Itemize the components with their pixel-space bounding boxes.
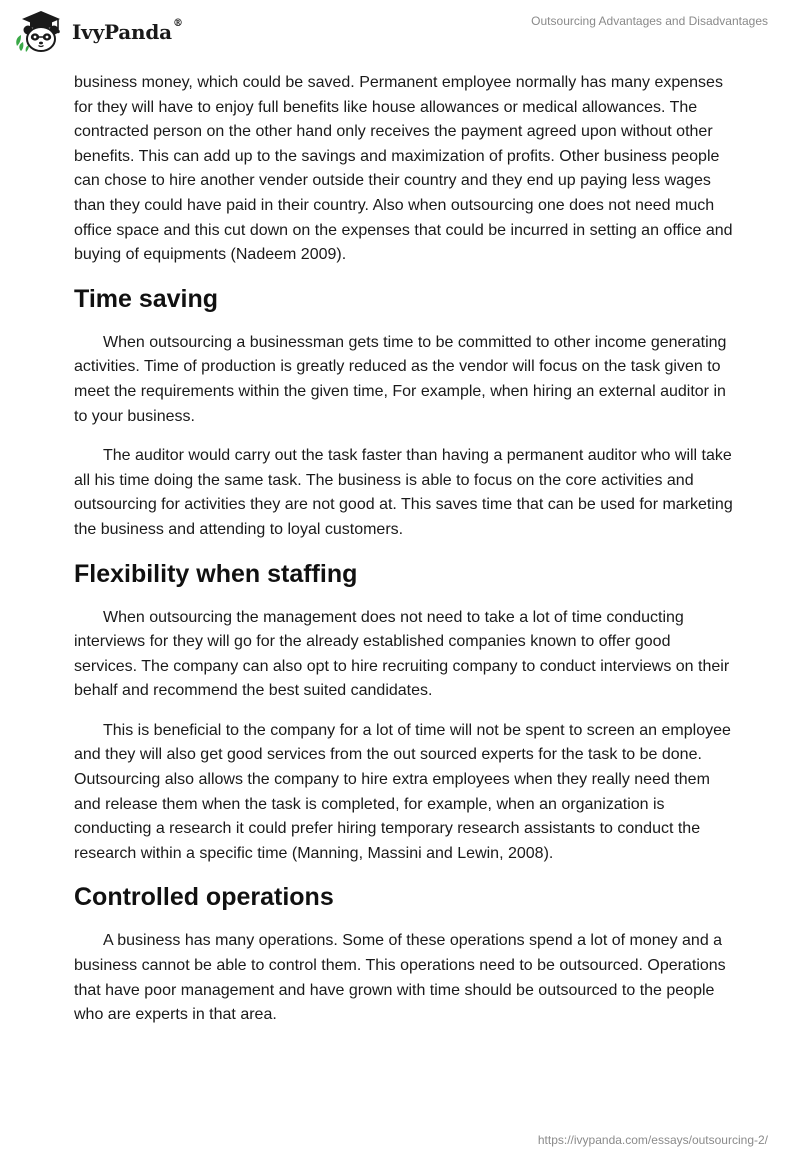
intro-paragraph: business money, which could be saved. Permanent employee normally has many expenses for they will have to enjoy full benefits like house allowances or medical allowances. The contracted person on the other hand only receives the payment agreed upon without other benefits. This can add up to the savings and maximization of profits. Other business people can chose to hire another vender outside their country and they end up paying less wages than they could have paid in their country. Also when outsourcing one does not need much office space and this cut down on the expenses that could be incurred in setting an office and buying of equipments (Nadeem 2009). xyxy=(74,74,733,264)
document-title: Outsourcing Advantages and Disadvantages xyxy=(531,14,768,28)
paragraph: When outsourcing a businessman gets time to be committed to other income generating activities. Time of production is greatly reduced as the vendor will focus on the task given to meet the requirements within the given time, For example, when hiring an external auditor in to your business. xyxy=(74,333,727,425)
panda-graduate-icon xyxy=(14,8,66,54)
page-header xyxy=(0,0,800,60)
section-heading-flexibility: Flexibility when staffing xyxy=(74,559,358,588)
logo-text: IvyPanda® xyxy=(72,18,183,44)
registered-mark: ® xyxy=(172,18,183,29)
paragraph: A business has many operations. Some of these operations spend a lot of money and a business cannot be able to control them. This operations need to be outsourced. Operations that have poor management and have grown with time should be outsourced to the people who are experts in that area. xyxy=(74,932,726,1024)
essay-content xyxy=(74,71,734,1043)
paragraph: When outsourcing the management does not need to take a lot of time conducting interviews for they will go for the already established companies known to offer good services. The company can also opt to hire recruiting company to conduct interviews on their behalf and recommend the best suited candidates. xyxy=(74,608,730,700)
ivypanda-logo[interactable] xyxy=(14,8,183,54)
paragraph: This is beneficial to the company for a lot of time will not be spent to screen an employee and they will also get good services from the out sourced experts for the task to be done. Outsourcing also allows the company to hire extra employees when they really need them and release them when the task is completed, for example, when an organization is conducting a research it could prefer hiring temporary research assistants to conduct the research within a specific time (Manning, Massini and Lewin, 2008). xyxy=(74,721,731,862)
section-heading-time-saving: Time saving xyxy=(74,284,219,313)
section-heading-controlled-operations: Controlled operations xyxy=(74,883,334,912)
source-url[interactable]: https://ivypanda.com/essays/outsourcing-2/ xyxy=(537,1133,768,1147)
paragraph: The auditor would carry out the task faster than having a permanent auditor who will take all his time doing the same task. The business is able to focus on the core activities and outsourcing for activities they are not good at. This saves time that can be used for marketing the business and attending to loyal customers. xyxy=(74,447,733,538)
